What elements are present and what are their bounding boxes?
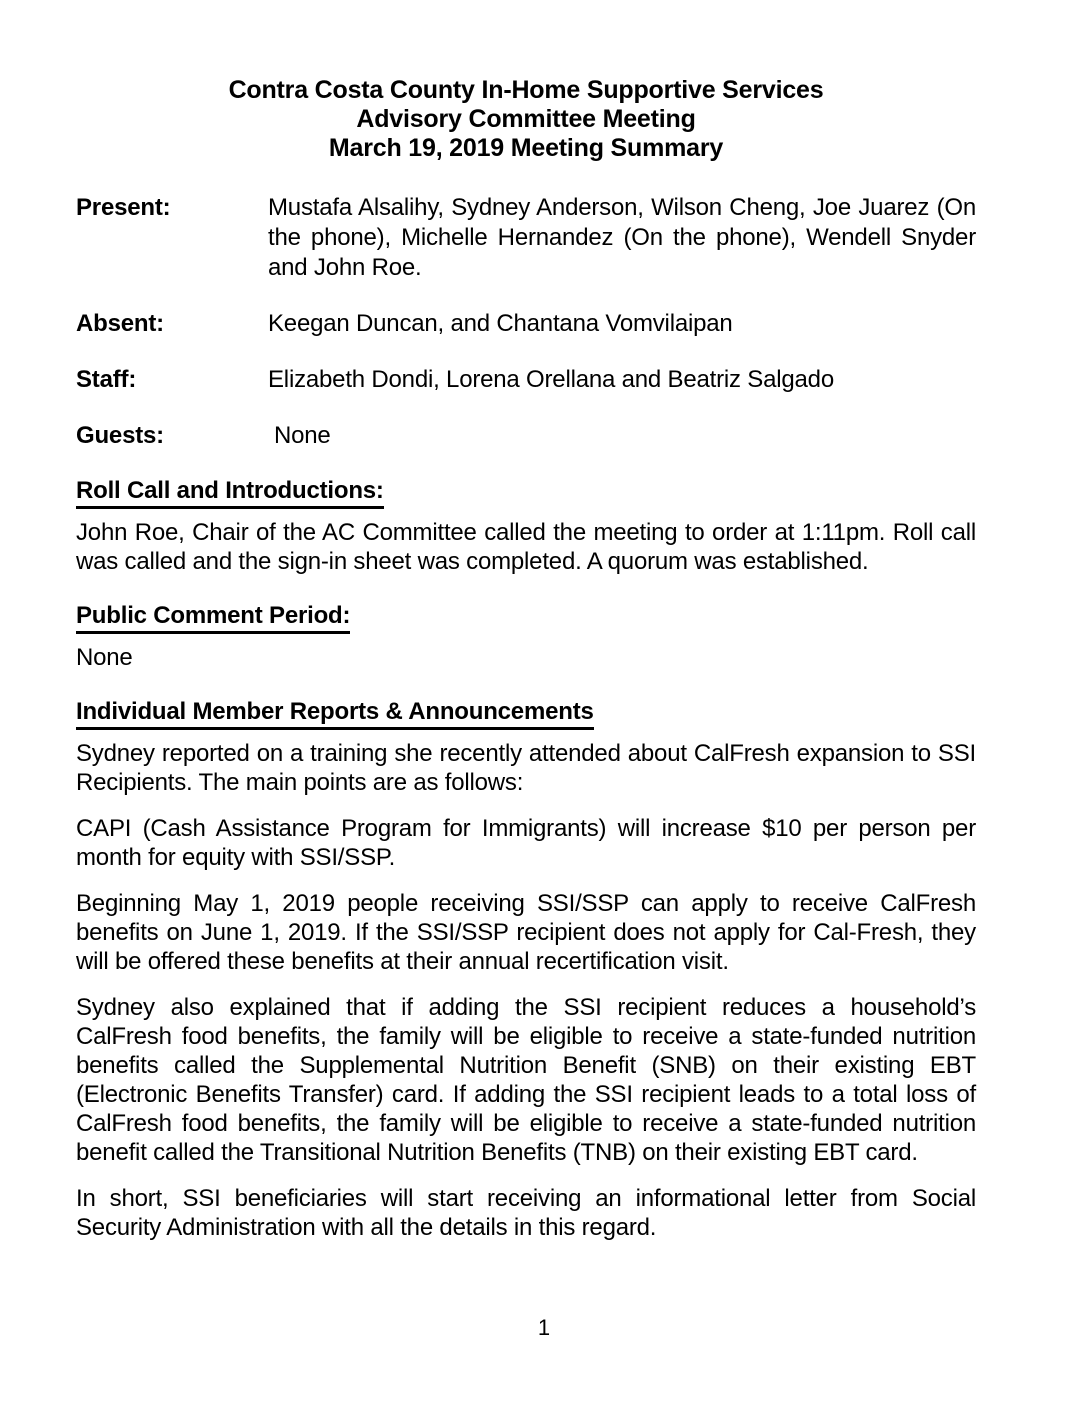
title-line-3: March 19, 2019 Meeting Summary — [328, 134, 724, 162]
attendance-row-absent — [76, 309, 976, 339]
section-heading-member-reports-text: Individual Member Reports & Announcements — [76, 698, 594, 730]
section-paragraph-member-reports-5: In short, SSI beneficiaries will start receiving an informational letter from Social Security Administration with all the details in this regard. — [76, 1185, 976, 1241]
title-line-1: Contra Costa County In-Home Supportive Services — [228, 76, 824, 104]
section-paragraph-member-reports-1: Sydney reported on a training she recently attended about CalFresh expansion to SSI Recipients. The main points are as follows: — [76, 740, 976, 796]
attendance-label-absent: Absent: — [76, 310, 164, 337]
attendance-row-staff — [76, 365, 976, 395]
section-paragraph-member-reports-2: CAPI (Cash Assistance Program for Immigrants) will increase $10 per person per month for equity with SSI/SSP. — [76, 815, 976, 871]
document-title — [76, 76, 976, 163]
attendance-row-guests — [76, 421, 976, 451]
section-heading-roll-call — [76, 477, 976, 509]
attendance-value-guests: None — [274, 422, 331, 449]
page-number: 1 — [537, 1315, 551, 1340]
section-heading-roll-call-text: Roll Call and Introductions: — [76, 477, 384, 509]
section-heading-member-reports — [76, 698, 976, 730]
section-paragraph-member-reports-3: Beginning May 1, 2019 people receiving SSI/SSP can apply to receive CalFresh benefits on June 1, 2019. If the SSI/SSP recipient does not apply for Cal-Fresh, they will be offered these benefits at their annual recertification visit. — [76, 890, 976, 975]
attendance-label-present: Present: — [76, 194, 171, 221]
section-heading-public-comment-text: Public Comment Period: — [76, 602, 350, 634]
attendance-value-absent: Keegan Duncan, and Chantana Vomvilaipan — [268, 310, 733, 337]
attendance-label-guests: Guests: — [76, 422, 164, 449]
section-paragraph-member-reports-4: Sydney also explained that if adding the SSI recipient reduces a household’s CalFresh food benefits, the family will be eligible to receive a state-funded nutrition benefits called the Supplemental Nutrition Benefit (SNB) on their existing EBT (Electronic Benefits Transfer) card. If adding the SSI recipient leads to a total loss of CalFresh food benefits, the family will be eligible to receive a state-funded nutrition benefit called the Transitional Nutrition Benefits (TNB) on their existing EBT card. — [76, 994, 976, 1166]
attendance-value-staff: Elizabeth Dondi, Lorena Orellana and Beatriz Salgado — [268, 366, 834, 393]
title-line-2: Advisory Committee Meeting — [356, 105, 696, 133]
attendance-row-present — [76, 193, 976, 283]
document-content — [76, 76, 976, 1259]
attendance-value-present: Mustafa Alsalihy, Sydney Anderson, Wilson Cheng, Joe Juarez (On the phone), Michelle Hernandez (On the phone), Wendell Snyder and John Roe. — [268, 194, 976, 281]
section-paragraph-public-comment-1: None — [76, 644, 133, 671]
section-paragraph-roll-call-1: John Roe, Chair of the AC Committee called the meeting to order at 1:11pm. Roll call was called and the sign-in sheet was completed. A quorum was established. — [76, 519, 976, 575]
attendance-label-staff: Staff: — [76, 366, 137, 393]
section-heading-public-comment — [76, 602, 976, 634]
